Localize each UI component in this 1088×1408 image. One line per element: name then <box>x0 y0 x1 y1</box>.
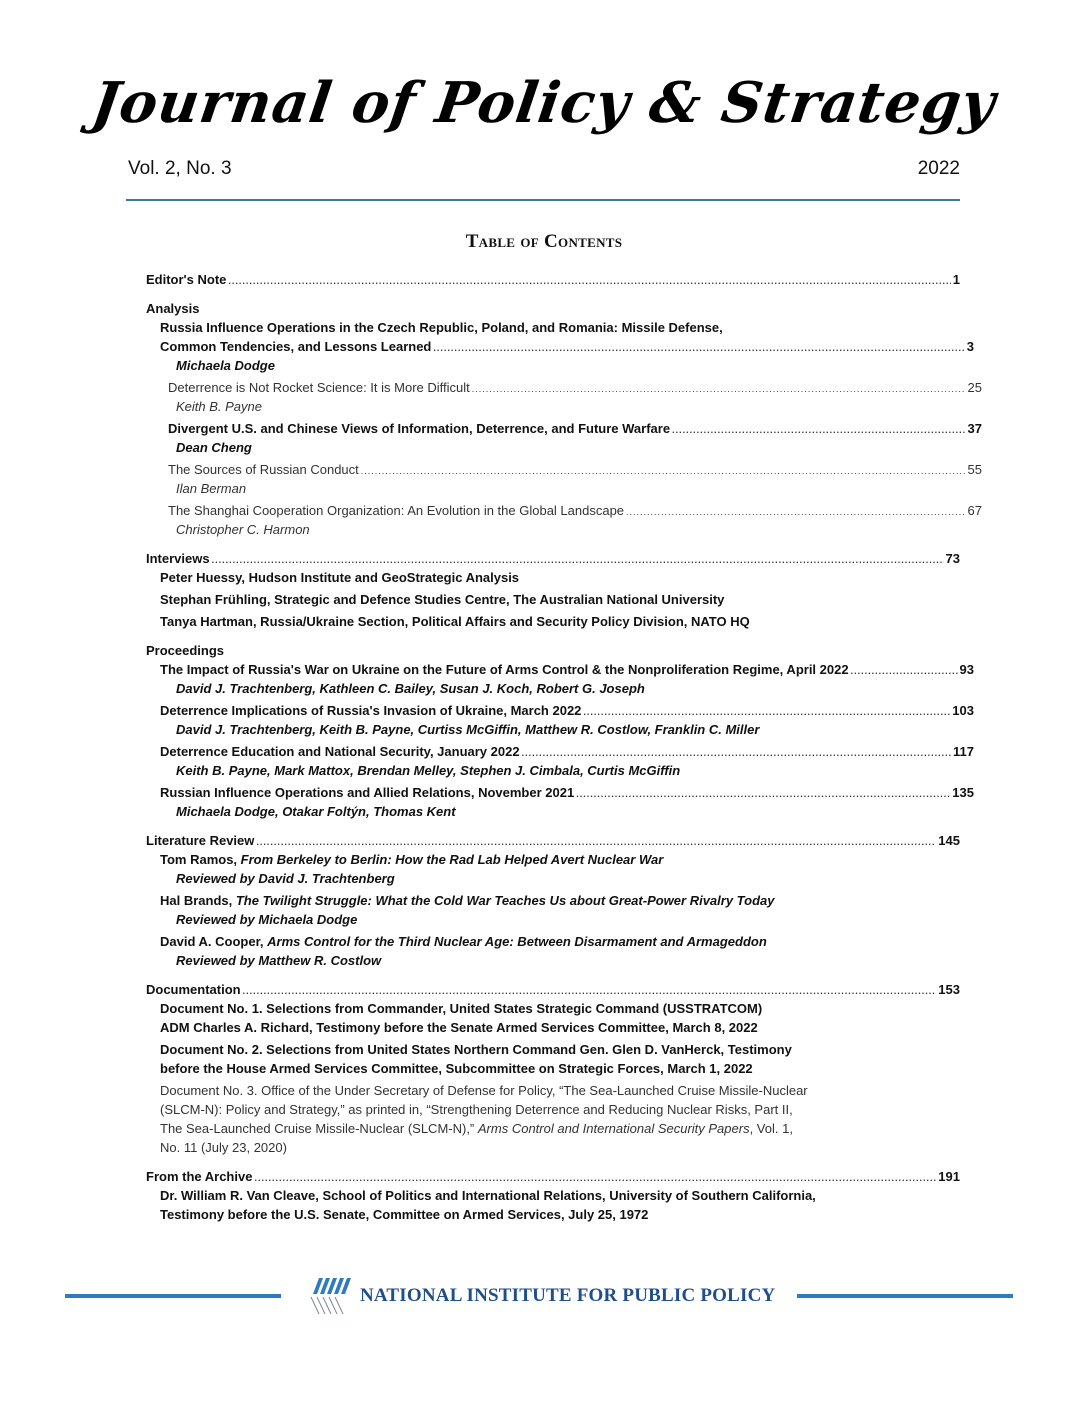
archive-line: Testimony before the U.S. Senate, Committee on Armed Services, July 25, 1972 <box>160 1207 649 1222</box>
document-1-line: ADM Charles A. Richard, Testimony before the Senate Armed Services Committee, March 8, 2022 <box>160 1020 758 1035</box>
book-title: From Berkeley to Berlin: How the Rad Lab Helped Avert Nuclear War <box>240 852 664 867</box>
archive-line: Dr. William R. Van Cleave, School of Politics and International Relations, University of Southern California, <box>160 1188 816 1203</box>
interview-item: Tanya Hartman, Russia/Ukraine Section, Political Affairs and Security Policy Division, NATO HQ <box>160 614 750 629</box>
toc-entry-literature-review[interactable] <box>146 831 960 850</box>
entry-title: Editor's Note <box>146 272 227 287</box>
book-title: The Twilight Struggle: What the Cold War Teaches Us about Great-Power Rivalry Today <box>235 893 775 908</box>
document-3-line <box>146 1119 960 1138</box>
reviewer: Reviewed by Matthew R. Costlow <box>176 953 382 968</box>
reviewer: Reviewed by David J. Trachtenberg <box>176 871 395 886</box>
section-heading-analysis: Analysis <box>146 301 200 316</box>
toc-entry-analysis-5[interactable] <box>146 501 982 520</box>
toc-entry-proceedings-1[interactable] <box>146 660 974 679</box>
toc-entry-interviews[interactable] <box>146 549 960 568</box>
entry-title: Deterrence Education and National Security, January 2022 <box>160 744 520 759</box>
page-number: 3 <box>966 339 974 354</box>
volume-issue: Vol. 2, No. 3 <box>128 158 232 179</box>
entry-title: Russian Influence Operations and Allied Relations, November 2021 <box>160 785 575 800</box>
entry-author: Keith B. Payne <box>176 399 262 414</box>
doc3-publication: Arms Control and International Security Papers <box>477 1121 750 1136</box>
dot-leader <box>228 272 950 291</box>
page-number: 55 <box>967 462 982 477</box>
toc-entry-proceedings-3[interactable] <box>146 742 974 761</box>
page-number: 103 <box>952 703 974 718</box>
document-2-line: before the House Armed Services Committee, Subcommittee on Strategic Forces, March 1, 2022 <box>160 1061 753 1076</box>
footer-rule-right <box>797 1294 1013 1298</box>
interview-item: Stephan Frühling, Strategic and Defence Studies Centre, The Australian National University <box>160 592 725 607</box>
entry-title: Divergent U.S. and Chinese Views of Information, Deterrence, and Future Warfare <box>168 421 671 436</box>
section-heading-archive: From the Archive <box>146 1169 253 1184</box>
page-number: 67 <box>967 503 982 518</box>
journal-title: Journal of Policy & Strategy <box>87 70 1001 136</box>
section-heading-proceedings: Proceedings <box>146 643 225 658</box>
entry-author: Christopher C. Harmon <box>176 522 310 537</box>
page-number: 117 <box>953 744 974 759</box>
book-author: Hal Brands, <box>160 893 236 908</box>
toc-entry-analysis-2[interactable] <box>146 378 982 397</box>
entry-title: The Impact of Russia's War on Ukraine on the Future of Arms Control & the Nonproliferation Regime, April 2022 <box>160 662 849 677</box>
toc-entry-analysis-4[interactable] <box>146 460 982 479</box>
review-item <box>146 850 960 869</box>
page-number: 93 <box>959 662 974 677</box>
footer-rule-left <box>65 1294 281 1298</box>
book-title: Arms Control for the Third Nuclear Age: Between Disarmament and Armageddon <box>267 934 767 949</box>
reviewer: Reviewed by Michaela Dodge <box>176 912 358 927</box>
section-heading-documentation: Documentation <box>146 982 241 997</box>
header-divider <box>126 199 960 201</box>
page-number: 153 <box>938 982 960 997</box>
toc-entry-archive[interactable] <box>146 1167 960 1186</box>
section-heading-literature-review: Literature Review <box>146 833 255 848</box>
entry-authors: David J. Trachtenberg, Kathleen C. Bailey, Susan J. Koch, Robert G. Joseph <box>176 681 645 696</box>
entry-title: The Shanghai Cooperation Organization: An Evolution in the Global Landscape <box>168 503 625 518</box>
doc3-suffix: , Vol. 1, <box>749 1121 793 1136</box>
entry-title: Deterrence Implications of Russia's Invasion of Ukraine, March 2022 <box>160 703 582 718</box>
entry-author: Ilan Berman <box>176 481 247 496</box>
entry-author: Michaela Dodge <box>176 358 275 373</box>
toc-entry-title-line[interactable]: Russia Influence Operations in the Czech Republic, Poland, and Romania: Missile Defense, <box>160 320 723 335</box>
document-3-line: Document No. 3. Office of the Under Secretary of Defense for Policy, “The Sea-Launched Cruise Missile-Nuclear <box>160 1083 808 1098</box>
document-2-line: Document No. 2. Selections from United States Northern Command Gen. Glen D. VanHerck, Testimony <box>160 1042 792 1057</box>
entry-author: Dean Cheng <box>176 440 252 455</box>
review-item <box>146 932 960 951</box>
toc-entry-analysis-3[interactable] <box>146 419 982 438</box>
document-3-line: (SLCM-N): Policy and Strategy,” as printed in, “Strengthening Deterrence and Reducing Nuclear Risks, Part II, <box>160 1102 793 1117</box>
review-item <box>146 891 960 910</box>
entry-title: Common Tendencies, and Lessons Learned <box>160 339 432 354</box>
page-number: 145 <box>938 833 960 848</box>
organization-name: NATIONAL INSTITUTE FOR PUBLIC POLICY <box>360 1285 776 1306</box>
toc-title: Table of Contents <box>465 231 623 252</box>
toc-entry-proceedings-2[interactable] <box>146 701 974 720</box>
nipp-logo-icon <box>305 1276 355 1318</box>
section-heading-interviews: Interviews <box>146 551 210 566</box>
page-number: 1 <box>952 272 960 287</box>
page-number: 191 <box>938 1169 960 1184</box>
document-1-line: Document No. 1. Selections from Commander, United States Strategic Command (USSTRATCOM) <box>160 1001 763 1016</box>
doc3-prefix: The Sea-Launched Cruise Missile-Nuclear (SLCM-N),” <box>160 1121 478 1136</box>
toc-entry-documentation[interactable] <box>146 980 960 999</box>
entry-authors: Keith B. Payne, Mark Mattox, Brendan Melley, Stephen J. Cimbala, Curtis McGiffin <box>176 763 681 778</box>
document-3-line: No. 11 (July 23, 2020) <box>160 1140 287 1155</box>
interview-item: Peter Huessy, Hudson Institute and GeoStrategic Analysis <box>160 570 520 585</box>
entry-authors: Michaela Dodge, Otakar Foltýn, Thomas Kent <box>176 804 456 819</box>
book-author: Tom Ramos, <box>160 852 241 867</box>
toc-entry-proceedings-4[interactable] <box>146 783 974 802</box>
entry-authors: David J. Trachtenberg, Keith B. Payne, Curtiss McGiffin, Matthew R. Costlow, Franklin C. Miller <box>176 722 760 737</box>
entry-title: Deterrence is Not Rocket Science: It is More Difficult <box>168 380 470 395</box>
toc-entry-analysis-1[interactable] <box>146 337 974 356</box>
page-number: 37 <box>967 421 982 436</box>
page-number: 135 <box>952 785 974 800</box>
page-number: 73 <box>945 551 960 566</box>
page-number: 25 <box>967 380 982 395</box>
table-of-contents <box>146 270 982 1224</box>
entry-title: The Sources of Russian Conduct <box>168 462 359 477</box>
toc-entry-editors-note[interactable] <box>146 270 960 289</box>
book-author: David A. Cooper, <box>160 934 268 949</box>
issue-year: 2022 <box>917 158 960 179</box>
